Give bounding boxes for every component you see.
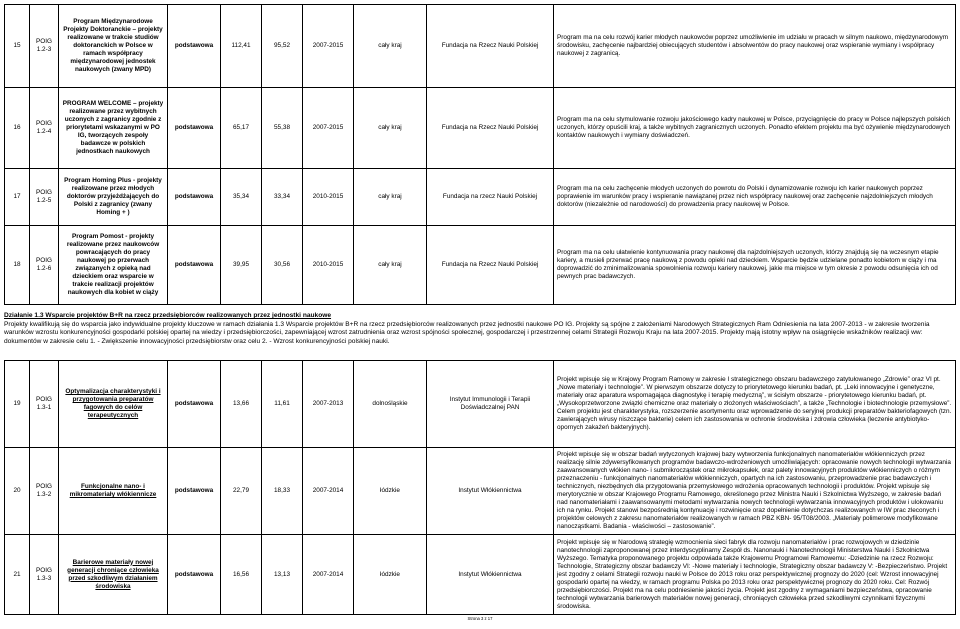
page-number: Strona 3 z 17 <box>467 616 493 621</box>
period: 2007-2014 <box>303 535 354 615</box>
project-description: Program ma na celu zachęcenie młodych uczonych do powrotu do Polski i dynamizowanie rozwoju ich karier naukowych poprzez poprawienie im warunków pracy i wspieranie nawiązanej przez nich współpracy naukowej oraz zachęcenie najzdolniejszych młodych doktorów (niezależnie od narodowości) do prowadzenia pracy naukowej w Polsce. <box>554 169 956 226</box>
beneficiary: Instytut Włókiennictwa <box>427 448 554 535</box>
table-row <box>5 5 956 88</box>
project-description: Projekt wpisuje się w obszar badań wytyczonych krajowej bazy wytworzenia funkcjonalnych nanomateriałów włókienniczych przez realizację silnie zdywersyfikowanych programów badawczo-wdrożeniowych umożliwiających: opracowanie nowych technologii wytwarzania zaawansowanych włókien nano- i submikrocząstek oraz mikrokapsułek, oraz palety innowacyjnych produktów włókienniczych o różnym przeznaczeniu - funkcjonalnych nanomateriałów włókienniczych, opartych na ich zastosowaniu, przeprowadzenie prac badawczych i technicznych, niezbędnych dla przygotowania przemysłowego wdrożenia opracowanych technologii i produktów. Projekt wpisuje się merytorycznie w obszar Krajowego Programu Ramowego, określonego przez Ministra Nauki i Szkolnictwa Wyższego, w zakresie badań nad nanomateriałami i zaawansowanymi metodami wytwarzania nowych technologii wytwarzania innowacyjnych produktów i ulokowaniu ich na rynku. Projekt stanowi bezpośrednią kontynuację i rozwinięcie oraz dopełnienie dotychczas realizowanych w IW prac zleconych i projektów celowych z zakresu nanomateriałów realizowanych w ramach PBZ KBN- 95/T08/2003. „Materiały polimerowe modyfikowane nanocząstkami. Badania - właściwości – zastosowanie”. <box>554 448 956 535</box>
project-description: Projekt wpisuje się w Krajowy Program Ramowy w zakresie I strategicznego obszaru badawczego zatytułowanego „Zdrowie” oraz VI pt. „Nowe materiały i technologie”. W pierwszym obszarze dotyczy to priorytetowego kierunku badań, pt. „Leki innowacyjne i genetyczne, materiały oraz aparatura wspomagająca diagnostykę i terapię medyczną”, w ścisłym obszarze - priorytetowego kierunku badań, pt. „Wysokoprzetworzone związki chemiczne oraz materiały o złożonych właściwościach”, a także „Technologie i biotechnologie przemysłowe”. Celem projektu jest charakterystyka, rozszerzenie asortymentu oraz wprowadzenie do seryjnej produkcji preparatów bakteriofagowych (tzn. zawierających wirusy niszczące bakterie) celem ich zastosowania w ochronie środowiska i zdrowia człowieka (leczenie antybiotyko-opornych zakażeń bakteryjnych). <box>554 361 956 448</box>
value-total: 35,34 <box>221 169 262 226</box>
beneficiary: Fundacja na Rzecz Nauki Polskiej <box>427 5 554 88</box>
table-row <box>5 88 956 169</box>
project-code: POIG 1.3-1 <box>30 361 59 448</box>
row-number: 15 <box>5 5 30 88</box>
project-title: Barierowe materiały nowej generacji chroniące człowieka przed szkodliwym działaniem środowiska <box>59 535 168 615</box>
region: cały kraj <box>354 88 427 169</box>
period: 2007-2013 <box>303 361 354 448</box>
project-code: POIG 1.2-5 <box>30 169 59 226</box>
project-type: podstawowa <box>168 5 221 88</box>
region: łódzkie <box>354 448 427 535</box>
period: 2007-2015 <box>303 88 354 169</box>
period: 2007-2015 <box>303 5 354 88</box>
value-eu: 30,56 <box>262 226 303 305</box>
period: 2010-2015 <box>303 169 354 226</box>
section-body: Projekty kwalifikują się do wsparcia jako indywidualne projekty kluczowe w ramach działania 1.3 Wsparcie projektów B+R na rzecz przedsiębiorców realizowanych przez jednostki naukowe PO IG. Projekty są spójne z założeniami Narodowych Strategicznych Ram Odniesienia na lata 2007-2013 - w zakresie tworzenia warunków wzrostu konkurencyjności gospodarki polskiej opartej na wiedzy i przedsiębiorczości, zapewniającej wzrost zatrudnienia oraz wzrost spójności społecznej, gospodarczej i przestrzennej celami Strategii Rozwoju Kraju na lata 2007-2015. Projekty mają istotny wpływ na osiągnięcie wskaźników realizacji ww: dokumentów w zakresie celu 1. - Zwiększenie innowacyjności przedsiębiorstw oraz celu 2. - Wzrost konkurencyjności polskiej nauki. <box>4 320 930 345</box>
region: cały kraj <box>354 226 427 305</box>
project-title: Optymalizacja charakterystyki i przygotowania preparatów fagowych do celów terapeutycznych <box>59 361 168 448</box>
row-number: 19 <box>5 361 30 448</box>
table-row <box>5 226 956 305</box>
value-eu: 11,61 <box>262 361 303 448</box>
project-description: Projekt wpisuje się w Narodową strategię wzmocnienia sieci fabryk dla rozwoju nanomateriałów i prac rozwojowych w dziedzinie nanotechnologii zaproponowanej przez interdyscyplinarny Zespół ds. Nanonauki i Nanotechnologii Ministerstwa Nauki i Szkolnictwa Wyższego. Tematyka proponowanego projektu odpowiada także Krajowemu Programowi Ramowemu: -Dziedzinie na rzecz Rozwoju: Technologie, Strategiczny obszar badawczy VI: -Nowe materiały i technologie, Strategiczny obszar badawczy V: -Bezpieczeństwo. Projekt jest zgodny z celami Strategii rozwoju nauki w Polsce do 2013 roku oraz perspektywicznej prognozy do 2020 (cel: Wzrost innowacyjnej gospodarki opartej na wiedzy, w ramach programu Polska po 2013 roku oraz perspektywicznej prognozy do 2020 roku. Cel: Rozwój przedsiębiorczości. Projekt ma na celu podniesienie jakości życia. Projekt jest zgodny z wymaganiami bezpieczeństwa, opracowanie technologii wytwarzania barierowych materiałów nowej generacji, chroniących człowieka przed szkodliwymi czynnikami fizycznymi środowiska. <box>554 535 956 615</box>
project-description: Program ma na celu rozwój karier młodych naukowców poprzez umożliwienie im udziału w pracach w silnym naukowo, międzynarodowym środowisku, zachęcenie najbardziej obiecujących studentów i absolwentów do pracy naukowej oraz wspieranie wymiany i współpracy naukowej z zagranicą. <box>554 5 956 88</box>
region: dolnośląskie <box>354 361 427 448</box>
project-title: Program Pomost - projekty realizowane przez naukowców powracających do pracy naukowej po przerwach związanych z opieką nad dzieckiem oraz wsparcie w trakcie realizacji projektów naukowych dla kobiet w ciąży <box>59 226 168 305</box>
project-title: Funkcjonalne nano- i mikromateriały włókiennicze <box>59 448 168 535</box>
value-total: 112,41 <box>221 5 262 88</box>
value-total: 13,66 <box>221 361 262 448</box>
project-type: podstawowa <box>168 226 221 305</box>
project-type: podstawowa <box>168 535 221 615</box>
section-dzialanie <box>4 312 956 346</box>
value-eu: 13,13 <box>262 535 303 615</box>
project-code: POIG 1.2-3 <box>30 5 59 88</box>
row-number: 16 <box>5 88 30 169</box>
beneficiary: Fundacja na rzecz Nauki Polskiej <box>427 169 554 226</box>
project-description: Program ma na celu stymulowanie rozwoju jakościowego kadry naukowej w Polsce, przyciągnięcie do pracy w Polsce najlepszych polskich uczonych, którzy opuścili kraj, a także wybitnych zagranicznych uczonych. Ponadto efektem projektu ma być ożywienie międzynarodowych kontaktów naukowych i wymiany doświadczeń. <box>554 88 956 169</box>
project-type: podstawowa <box>168 448 221 535</box>
projects-table-b <box>4 360 956 615</box>
table-row <box>5 448 956 535</box>
project-title: Program Homing Plus - projekty realizowane przez młodych doktorów przyjeżdżających do Polski z zagranicy (zwany Homing + ) <box>59 169 168 226</box>
project-code: POIG 1.3-2 <box>30 448 59 535</box>
table-row <box>5 169 956 226</box>
value-eu: 55,38 <box>262 88 303 169</box>
project-code: POIG 1.2-4 <box>30 88 59 169</box>
value-eu: 33,34 <box>262 169 303 226</box>
row-number: 18 <box>5 226 30 305</box>
region: cały kraj <box>354 169 427 226</box>
project-code: POIG 1.2-6 <box>30 226 59 305</box>
value-eu: 18,33 <box>262 448 303 535</box>
project-type: podstawowa <box>168 88 221 169</box>
value-total: 65,17 <box>221 88 262 169</box>
row-number: 17 <box>5 169 30 226</box>
projects-table-a <box>4 4 956 305</box>
project-code: POIG 1.3-3 <box>30 535 59 615</box>
project-title: PROGRAM WELCOME – projekty realizowane przez wybitnych uczonych z zagranicy zgodnie z priorytetami wskazanymi w PO IG, tworzących zespoły badawcze w polskich jednostkach naukowych <box>59 88 168 169</box>
project-title: Program Międzynarodowe Projekty Doktoranckie – projekty realizowane w trakcie studiów doktoranckich w Polsce w ramach współpracy międzynarodowej jednostek naukowych (zwany MPD) <box>59 5 168 88</box>
project-type: podstawowa <box>168 169 221 226</box>
beneficiary: Fundacja na Rzecz Nauki Polskiej <box>427 88 554 169</box>
table-row <box>5 535 956 615</box>
value-total: 16,56 <box>221 535 262 615</box>
value-eu: 95,52 <box>262 5 303 88</box>
table-row <box>5 361 956 448</box>
period: 2007-2014 <box>303 448 354 535</box>
project-type: podstawowa <box>168 361 221 448</box>
section-heading: Działanie 1.3 Wsparcie projektów B+R na rzecz przedsiębiorców realizowanych przez jednostki naukowe <box>4 312 332 319</box>
project-description: Program ma na celu ułatwienie kontynuowania pracy naukowej dla najzdolniejszych uczonych, którzy znajdują się na wczesnym etapie kariery, a musieli przerwać pracę naukową z powodu opieki nad dzieckiem. Wsparcie będzie udzielane ponadto kobietom w ciąży i ma doprowadzić do zminimalizowania spowolnienia rozwoju kariery naukowej, jakie ma miejsce w tym okresie z powodu odsunięcia ich od pewnych prac badawczych. <box>554 226 956 305</box>
region: łódzkie <box>354 535 427 615</box>
value-total: 22,79 <box>221 448 262 535</box>
value-total: 39,95 <box>221 226 262 305</box>
region: cały kraj <box>354 5 427 88</box>
beneficiary: Instytut Włókiennictwa <box>427 535 554 615</box>
period: 2010-2015 <box>303 226 354 305</box>
beneficiary: Fundacja na Rzecz Nauki Polskiej <box>427 226 554 305</box>
beneficiary: Instytut Immunologii i Terapii Doświadczalnej PAN <box>427 361 554 448</box>
row-number: 21 <box>5 535 30 615</box>
row-number: 20 <box>5 448 30 535</box>
